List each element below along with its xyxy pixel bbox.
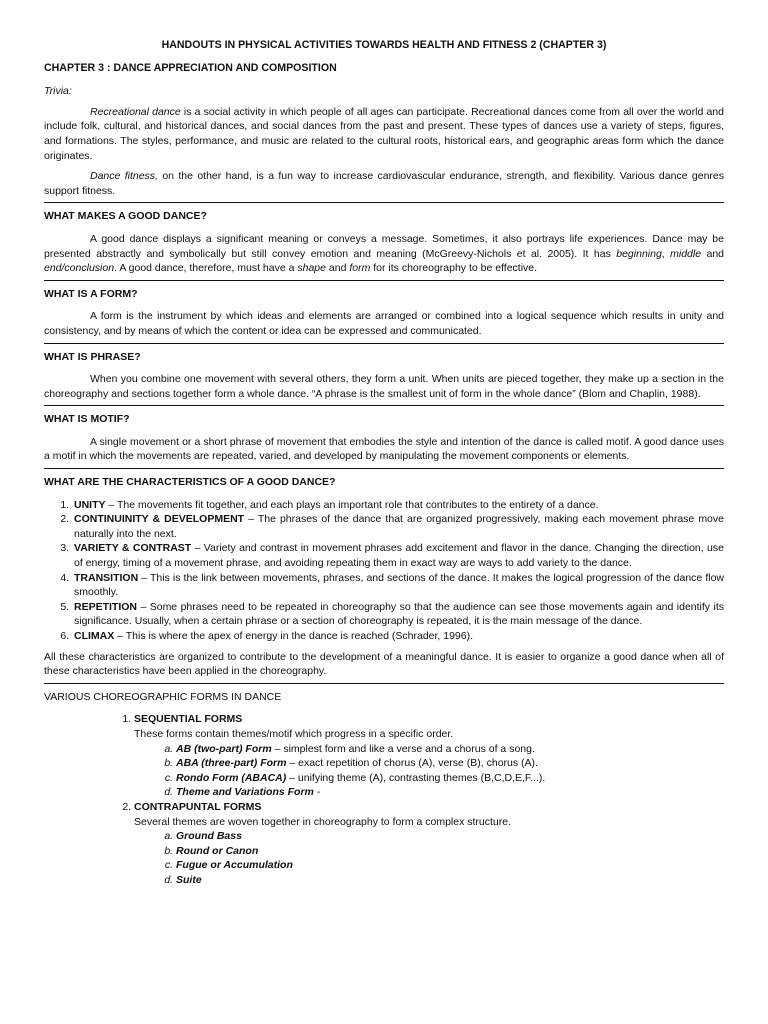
recreational-dance-paragraph bbox=[44, 105, 724, 163]
good-dance-text: , bbox=[661, 247, 671, 260]
characteristic-term: VARIETY & CONTRAST bbox=[74, 542, 192, 555]
list-item bbox=[176, 785, 724, 800]
form-sublist bbox=[134, 742, 724, 800]
characteristic-text: – This is the link between movements, phrases, and sections of the dance. It makes the logical progression of the dance flow smoothly. bbox=[74, 571, 724, 599]
good-dance-paragraph bbox=[44, 232, 724, 276]
emphasis-form: form bbox=[349, 262, 371, 275]
form-group-description: Several themes are woven together in choreography to form a complex structure. bbox=[134, 815, 512, 828]
characteristic-text: – Variety and contrast in movement phrases add excitement and flavor in the dance. Changing the direction, use of energy, timing of a movement phrase, and avoiding repeating them in exact way are ways to add variety to the dance. bbox=[74, 542, 724, 570]
good-dance-heading: WHAT MAKES A GOOD DANCE? bbox=[44, 210, 207, 223]
list-item bbox=[72, 498, 724, 513]
characteristic-text: – Some phrases need to be repeated in choreography so that the audience can see those movements again and identify its significance. Usually, when a certain phrase or a section of choreography is repeated, it is the main message of the dance. bbox=[74, 600, 724, 628]
phrase-paragraph: When you combine one movement with several others, they form a unit. When units are pieced together, they make up a section in the choreography and sections together form a whole dance. “A phrase is the smallest unit of form in the whole dance” (Blom and Chaplin, 1988). bbox=[44, 373, 724, 400]
characteristics-heading: WHAT ARE THE CHARACTERISTICS OF A GOOD DANCE? bbox=[44, 476, 336, 489]
form-group-title: SEQUENTIAL FORMS bbox=[134, 713, 243, 726]
emphasis-middle: middle bbox=[670, 247, 702, 260]
good-dance-text: for its choreography to be effective. bbox=[370, 262, 538, 275]
section-divider bbox=[44, 343, 724, 344]
choreographic-forms-list bbox=[44, 712, 724, 887]
trivia-label: Trivia: bbox=[44, 85, 72, 98]
document-title: HANDOUTS IN PHYSICAL ACTIVITIES TOWARDS HEALTH AND FITNESS 2 (CHAPTER 3) bbox=[161, 39, 607, 51]
emphasis-beginning: beginning bbox=[616, 247, 662, 260]
list-item bbox=[176, 756, 724, 771]
list-item bbox=[134, 712, 724, 800]
form-group-description: These forms contain themes/motif which progress in a specific order. bbox=[134, 727, 454, 740]
good-dance-text: and bbox=[325, 262, 350, 275]
dance-fitness-term: Dance fitness, bbox=[90, 170, 158, 183]
form-name: Round or Canon bbox=[176, 844, 259, 857]
form-name: Theme and Variations Form bbox=[176, 786, 314, 799]
form-name: ABA (three-part) Form bbox=[176, 757, 287, 770]
section-divider bbox=[44, 468, 724, 469]
good-dance-text: . A good dance, therefore, must have a bbox=[114, 262, 298, 275]
good-dance-text: A good dance displays a significant meaning or conveys a message. Sometimes, it also portrays life experiences. Dance may be presented abstractly and symbolically but still convey emotion and meaning (McGreevy-Nichols et al. 2005). It has bbox=[44, 232, 724, 260]
dance-fitness-text: on the other hand, is a fun way to increase cardiovascular endurance, strength, and flexibility. Various dance genres support fitness. bbox=[44, 170, 724, 197]
form-description: – exact repetition of chorus (A), verse (B), chorus (A). bbox=[286, 757, 538, 770]
list-item bbox=[176, 858, 724, 873]
list-item bbox=[72, 600, 724, 629]
characteristic-term: REPETITION bbox=[74, 600, 138, 613]
section-divider bbox=[44, 280, 724, 281]
form-heading: WHAT IS A FORM? bbox=[44, 287, 138, 300]
characteristic-term: UNITY bbox=[74, 498, 106, 511]
characteristics-summary: All these characteristics are organized to contribute to the development of a meaningful dance. It is easier to organize a good dance when all of these characteristics have been applied in the choreography. bbox=[44, 650, 724, 678]
characteristic-term: CONTINUINITY & DEVELOPMENT bbox=[74, 513, 245, 526]
motif-heading: WHAT IS MOTIF? bbox=[44, 413, 130, 426]
form-group-title: CONTRAPUNTAL FORMS bbox=[134, 800, 262, 813]
form-description: – unifying theme (A), contrasting themes (B,C,D,E,F...). bbox=[286, 771, 546, 784]
list-item bbox=[176, 742, 724, 757]
list-item bbox=[176, 829, 724, 844]
form-name: AB (two-part) Form bbox=[176, 742, 272, 755]
chapter-heading: CHAPTER 3 : DANCE APPRECIATION AND COMPOSITION bbox=[44, 61, 337, 74]
good-dance-text: and bbox=[701, 247, 725, 260]
dance-fitness-paragraph bbox=[44, 169, 724, 198]
recreational-dance-term: Recreational dance bbox=[90, 105, 181, 118]
characteristics-list bbox=[44, 498, 724, 644]
recreational-dance-text: is a social activity in which people of all ages can participate. Recreational dances come from all over the world and include folk, cultural, and historical dances, and social dances from the past and present. These types of dances use a variety of steps, figures, and formations. The styles, performance, and music are related to the cultural roots, historical ears, and geographic areas form which the dance originates. bbox=[44, 105, 724, 162]
form-sublist bbox=[134, 829, 724, 887]
list-item bbox=[72, 571, 724, 600]
list-item bbox=[176, 771, 724, 786]
form-name: Suite bbox=[176, 873, 202, 886]
form-paragraph: A form is the instrument by which ideas and elements are arranged or combined into a logical sequence which results in unity and consistency, and by means of which the content or idea can be expressed and communicated. bbox=[44, 310, 724, 337]
list-item bbox=[72, 512, 724, 541]
phrase-heading: WHAT IS PHRASE? bbox=[44, 350, 141, 363]
list-item bbox=[176, 873, 724, 888]
form-name: Fugue or Accumulation bbox=[176, 859, 293, 872]
list-item bbox=[72, 541, 724, 570]
form-description: – simplest form and like a verse and a chorus of a song. bbox=[271, 742, 535, 755]
characteristic-term: TRANSITION bbox=[74, 571, 139, 584]
characteristic-text: – This is where the apex of energy in the dance is reached (Schrader, 1996). bbox=[114, 630, 474, 642]
section-divider bbox=[44, 683, 724, 684]
characteristic-text: – The movements fit together, and each plays an important role that contributes to the entirety of a dance. bbox=[105, 498, 599, 511]
list-item bbox=[72, 629, 724, 644]
section-divider bbox=[44, 202, 724, 203]
form-name: Ground Bass bbox=[176, 830, 242, 843]
characteristic-term: CLIMAX bbox=[74, 630, 115, 642]
motif-paragraph: A single movement or a short phrase of movement that embodies the style and intention of the dance is called motif. A good dance uses a motif in which the movements are repeated, varied, and developed by manipulating the movement components or elements. bbox=[44, 435, 724, 463]
choreographic-forms-heading: VARIOUS CHOREOGRAPHIC FORMS IN DANCE bbox=[44, 690, 282, 703]
emphasis-shape: shape bbox=[297, 262, 326, 275]
emphasis-end: end/conclusion bbox=[44, 262, 115, 275]
list-item bbox=[134, 800, 724, 888]
form-name: Rondo Form (ABACA) bbox=[176, 771, 287, 784]
characteristic-text: – The phrases of the dance that are organized progressively, making each movement phrase move naturally into the next. bbox=[74, 513, 724, 540]
form-description: - bbox=[313, 786, 321, 799]
list-item bbox=[176, 844, 724, 859]
section-divider bbox=[44, 405, 724, 406]
